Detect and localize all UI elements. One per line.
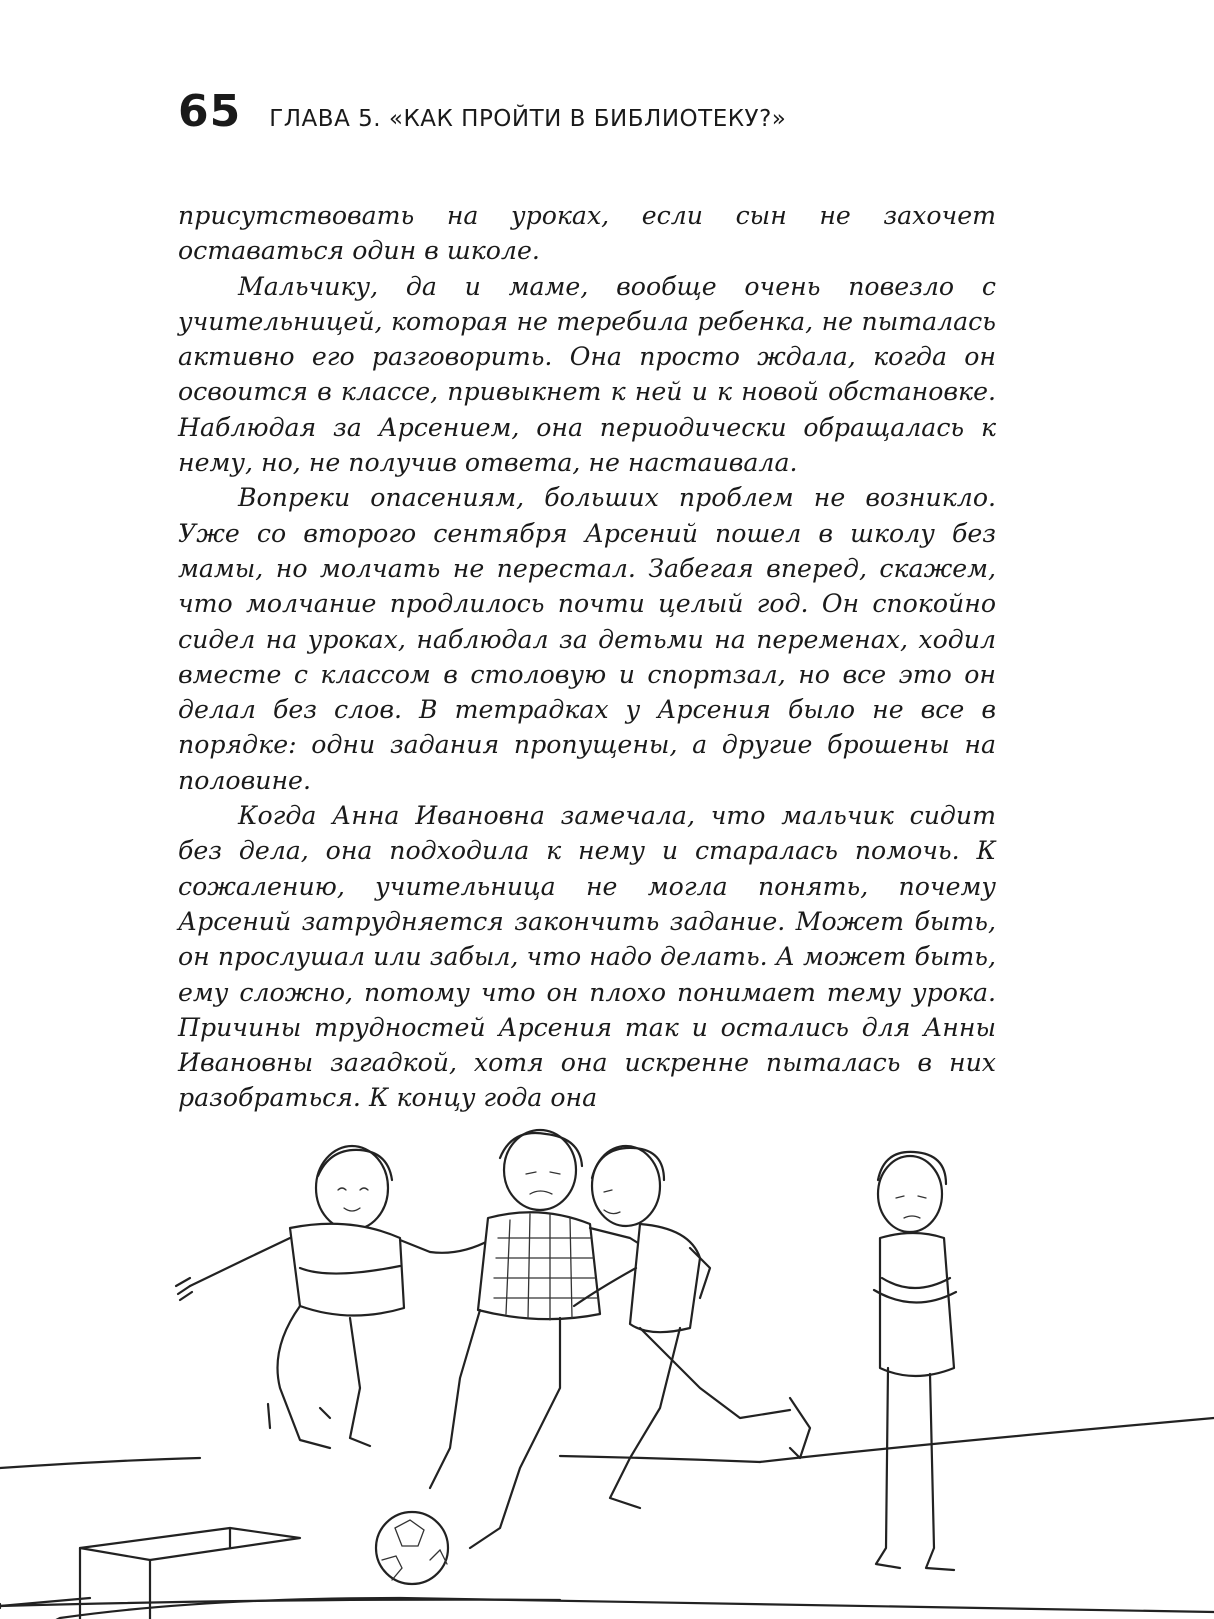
football-icon xyxy=(376,1512,448,1584)
boy-left-drawing xyxy=(176,1146,490,1448)
boy-running-drawing xyxy=(574,1146,810,1508)
chapter-title: ГЛАВА 5. «КАК ПРОЙТИ В БИБЛИОТЕКУ?» xyxy=(269,106,787,132)
page-number: 65 xyxy=(178,86,242,137)
boy-standing-drawing xyxy=(874,1152,956,1570)
paragraph: присутствовать на уроках, если сын не захочет оставаться один в школе. xyxy=(178,201,996,266)
paragraph: Мальчику, да и маме, вообще очень повезло с учительницей, которая не теребила ребенка, не пыталась активно его разговорить. Она просто ждала, когда он освоится в классе, привыкнет к ней и к новой обстановке. Наблюдая за Арсением, она периодически обращалась к нему, но, не получив ответа, не настаивала. xyxy=(178,271,996,478)
boys-playing-football-illustration xyxy=(0,1128,1214,1619)
body-text xyxy=(178,198,996,1116)
paragraph: Вопреки опасениям, больших проблем не возникло. Уже со второго сентября Арсений пошел в школу без мамы, но молчать не перестал. Забегая вперед, скажем, что молчание продлилось почти целый год. Он спокойно сидел на уроках, наблюдал за детьми на переменах, ходил вместе с классом в столовую и спортзал, но все это он делал без слов. В тетрадках у Арсения было не все в порядке: одни задания пропущены, а другие брошены на половине. xyxy=(178,483,996,795)
page-header xyxy=(178,86,786,137)
paragraph: Когда Анна Ивановна замечала, что мальчик сидит без дела, она подходила к нему и старалась помочь. К сожалению, учительница не могла понять, почему Арсений затрудняется закончить задание. Может быть, он прослушал или забыл, что надо делать. А может быть, ему сложно, потому что он плохо понимает тему урока. Причины трудностей Арсения так и остались для Анны Ивановны загадкой, хотя она искренне пыталась в них разобраться. К концу года она xyxy=(178,801,996,1113)
wall-baseline xyxy=(0,1600,560,1606)
